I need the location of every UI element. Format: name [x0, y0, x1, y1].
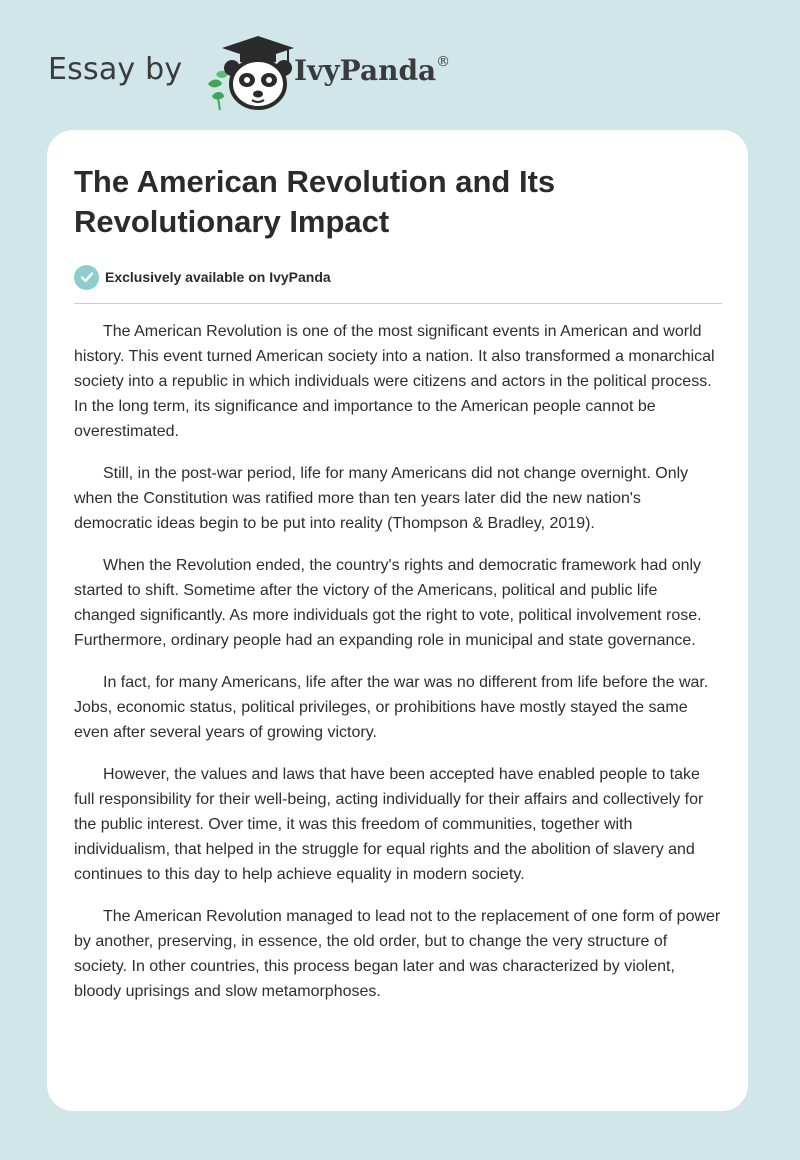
- paragraph: Still, in the post-war period, life for many Americans did not change overnight. Only when the Constitution was ratified more than ten years later did the new nation's democratic ideas begin to be put into reality (Thompson & Bradley, 2019).: [74, 465, 689, 532]
- essay-card: [47, 130, 748, 1111]
- site-header: [48, 34, 508, 110]
- paragraph: In fact, for many Americans, life after the war was no different from life before the war. Jobs, economic status, political privileges, or prohibitions have mostly stayed the same even after several years of growing victory.: [74, 674, 709, 741]
- essay-body: [74, 319, 722, 1021]
- exclusive-badge-label: Exclusively available on IvyPanda: [105, 269, 331, 285]
- registered-mark: ®: [436, 53, 451, 70]
- paragraph: The American Revolution is one of the most significant events in American and world history. This event turned American society into a nation. It also transformed a monarchical society into a republic in which individuals were citizens and actors in the political process. In the long term, its significance and importance to the American people cannot be overestimated.: [74, 323, 715, 440]
- essay-by-label: Essay by: [48, 52, 183, 87]
- paragraph: When the Revolution ended, the country's rights and democratic framework had only started to shift. Sometime after the victory of the Americans, political and public life changed significantly. As more individuals got the right to vote, political involvement rose. Furthermore, ordinary people had an expanding role in municipal and state governance.: [74, 557, 702, 649]
- paragraph: The American Revolution managed to lead not to the replacement of one form of power by another, preserving, in essence, the old order, but to change the very structure of society. In other countries, this process began later and was characterized by violent, bloody uprisings and slow metamorphoses.: [74, 908, 721, 1000]
- check-icon: [74, 265, 99, 290]
- exclusive-badge: [74, 264, 331, 290]
- essay-title: The American Revolution and Its Revolutionary Impact: [74, 164, 556, 239]
- title-divider: [74, 303, 722, 304]
- ivypanda-logo-icon[interactable]: [202, 34, 294, 112]
- paragraph: However, the values and laws that have been accepted have enabled people to take full responsibility for their well-being, acting individually for their affairs and collectively for the public interest. Over time, it was this freedom of communities, together with individualism, that helped in the struggle for equal rights and the abolition of slavery and continues to this day to help achieve equality in modern society.: [74, 766, 704, 883]
- brand-name[interactable]: IvyPanda®: [294, 53, 451, 87]
